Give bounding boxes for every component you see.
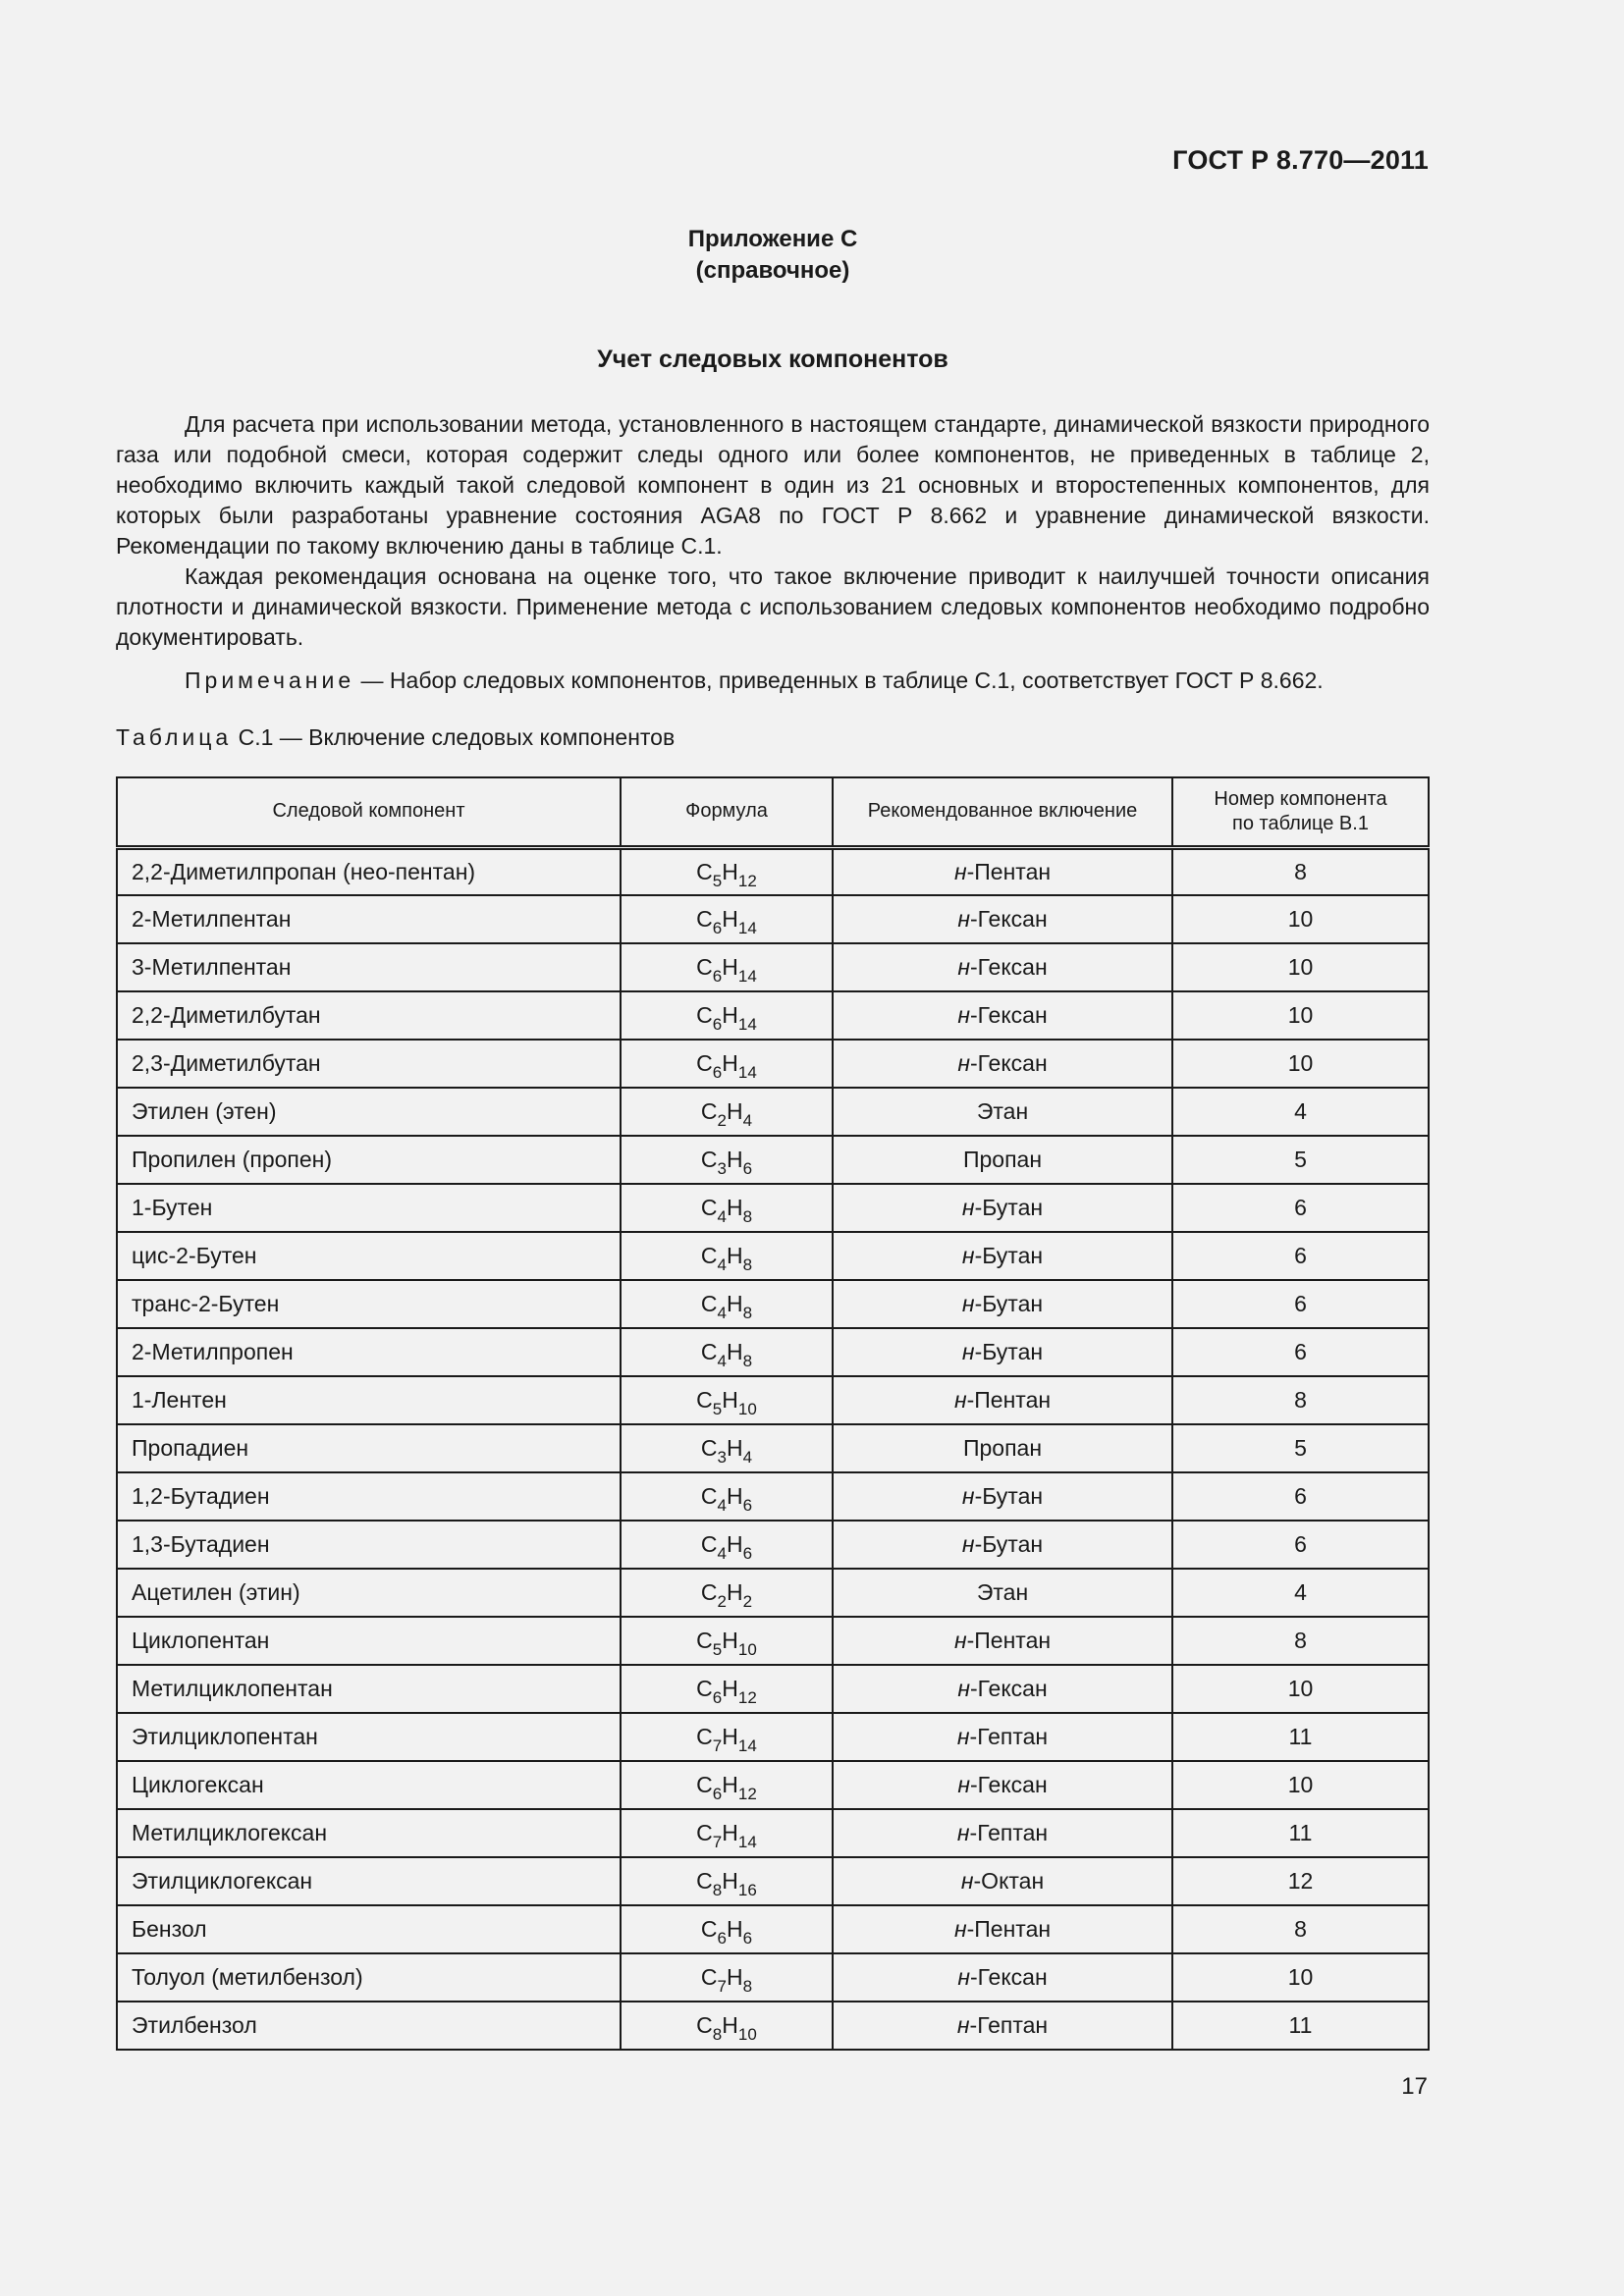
inclusion-cell	[833, 1809, 1172, 1857]
formula-subscript: 6	[712, 1688, 723, 1707]
formula-cell	[621, 1713, 833, 1761]
component-number-cell: 8	[1172, 1905, 1429, 1953]
component-name-cell: 2-Метилпентан	[117, 895, 621, 943]
inclusion-cell	[833, 1232, 1172, 1280]
section-title: Учет следовых компонентов	[597, 346, 948, 373]
table-row	[117, 1280, 1429, 1328]
formula-cell	[621, 1328, 833, 1376]
paragraph-2: Каждая рекомендация основана на оценке того, что такое включение приводит к наилучшей точности описания плотности и динамической вязкости. Применение метода с использованием следовых компонентов необходимо подробно документировать.	[116, 563, 1430, 650]
inclusion-prefix: н	[953, 1916, 967, 1942]
inclusion-value: -Бутан	[974, 1291, 1044, 1316]
inclusion-value: -Гептан	[969, 1820, 1049, 1845]
header-component: Следовой компонент	[117, 777, 621, 847]
formula-element: H	[722, 906, 738, 932]
formula-subscript: 12	[737, 871, 757, 890]
inclusion-prefix: н	[956, 1820, 970, 1845]
formula-subscript: 4	[717, 1255, 727, 1274]
table-row	[117, 1905, 1429, 1953]
formula-element: C	[700, 1435, 718, 1461]
inclusion-prefix: н	[961, 1483, 975, 1509]
formula-element: C	[700, 1916, 718, 1942]
component-number-cell: 10	[1172, 1953, 1429, 2002]
table-row	[117, 1136, 1429, 1184]
component-name-cell: 1-Бутен	[117, 1184, 621, 1232]
table-row	[117, 943, 1429, 991]
formula-subscript: 4	[717, 1544, 727, 1563]
inclusion-value: -Гексан	[969, 1772, 1048, 1797]
formula-element: H	[727, 1339, 743, 1364]
formula-element: C	[696, 2012, 713, 2038]
formula-subscript: 6	[742, 1159, 753, 1178]
inclusion-value: -Пентан	[966, 1916, 1052, 1942]
formula-element: H	[727, 1195, 743, 1220]
component-number-cell: 5	[1172, 1424, 1429, 1472]
formula-element: H	[727, 1916, 743, 1942]
formula-element: C	[696, 858, 713, 884]
header-formula: Формула	[621, 777, 833, 847]
inclusion-cell	[833, 1136, 1172, 1184]
formula-subscript: 4	[717, 1304, 727, 1322]
formula-cell	[621, 1569, 833, 1617]
formula-element: C	[696, 1724, 713, 1749]
formula-element: H	[722, 2012, 738, 2038]
inclusion-cell	[833, 895, 1172, 943]
formula-cell	[621, 1905, 833, 1953]
inclusion-value: Пропан	[962, 1435, 1043, 1461]
inclusion-value: -Пентан	[966, 1387, 1052, 1413]
header-inclusion: Рекомендованное включение	[833, 777, 1172, 847]
note-text: — Набор следовых компонентов, приведенных в таблице С.1, соответствует ГОСТ Р 8.662.	[354, 667, 1324, 693]
formula-subscript: 4	[742, 1448, 753, 1467]
inclusion-prefix: н	[957, 1964, 970, 1990]
inclusion-cell	[833, 1905, 1172, 1953]
formula-subscript: 7	[712, 1833, 723, 1851]
inclusion-prefix: н	[953, 1628, 967, 1653]
component-number-cell: 10	[1172, 895, 1429, 943]
component-name-cell: Циклогексан	[117, 1761, 621, 1809]
component-name-cell: Этилциклогексан	[117, 1857, 621, 1905]
formula-subscript: 4	[717, 1207, 727, 1226]
table-row	[117, 1665, 1429, 1713]
component-number-cell: 4	[1172, 1569, 1429, 1617]
formula-element: H	[722, 1002, 738, 1028]
component-name-cell: 2,2-Диметилпропан (нео-пентан)	[117, 847, 621, 895]
component-name-cell: Пропадиен	[117, 1424, 621, 1472]
component-number-cell: 6	[1172, 1521, 1429, 1569]
component-number-cell: 6	[1172, 1232, 1429, 1280]
formula-element: C	[696, 1676, 713, 1701]
formula-subscript: 6	[742, 1496, 753, 1515]
formula-cell	[621, 1376, 833, 1424]
table-row	[117, 1809, 1429, 1857]
component-name-cell: 2-Метилпропен	[117, 1328, 621, 1376]
inclusion-value: -Бутан	[974, 1195, 1044, 1220]
formula-subscript: 2	[742, 1592, 753, 1611]
component-name-cell: Метилциклогексан	[117, 1809, 621, 1857]
paragraph-1: Для расчета при использовании метода, установленного в настоящем стандарте, динамической вязкости природного газа или подобной смеси, которая содержит следы одного или более компонентов, не приведенных в таблице 2, необходимо включить каждый такой следовой компонент в один из 21 основных и второстепенных компонентов, для которых были разработаны уравнение состояния AGA8 по ГОСТ Р 8.662 и уравнение динамической вязкости. Рекомендации по такому включению даны в таблице С.1.	[116, 411, 1430, 559]
header-number-line-2: по таблице В.1	[1232, 812, 1369, 834]
component-number-cell: 10	[1172, 1665, 1429, 1713]
header-number-line-1: Номер компонента	[1214, 787, 1387, 810]
component-name-cell: 3-Метилпентан	[117, 943, 621, 991]
inclusion-prefix: н	[957, 1676, 970, 1701]
formula-subscript: 10	[737, 1400, 757, 1418]
formula-cell	[621, 1761, 833, 1809]
formula-subscript: 6	[742, 1544, 753, 1563]
formula-subscript: 8	[712, 2025, 723, 2044]
table-row	[117, 847, 1429, 895]
formula-element: C	[700, 1964, 718, 1990]
formula-element: H	[727, 1147, 743, 1172]
component-number-cell: 10	[1172, 991, 1429, 1040]
formula-element: C	[700, 1339, 718, 1364]
formula-cell	[621, 895, 833, 943]
formula-cell	[621, 1184, 833, 1232]
inclusion-prefix: н	[956, 1724, 970, 1749]
component-name-cell: 1,2-Бутадиен	[117, 1472, 621, 1521]
inclusion-value: Этан	[976, 1098, 1029, 1124]
inclusion-value: -Гексан	[969, 954, 1048, 980]
table-row	[117, 1857, 1429, 1905]
formula-element: C	[696, 954, 713, 980]
formula-subscript: 7	[717, 1977, 727, 1996]
table-row	[117, 1424, 1429, 1472]
formula-cell	[621, 943, 833, 991]
table-row	[117, 1088, 1429, 1136]
formula-subscript: 7	[712, 1736, 723, 1755]
inclusion-cell	[833, 2002, 1172, 2050]
component-name-cell: цис-2-Бутен	[117, 1232, 621, 1280]
component-number-cell: 6	[1172, 1184, 1429, 1232]
formula-subscript: 10	[737, 1640, 757, 1659]
formula-cell	[621, 1136, 833, 1184]
component-number-cell: 10	[1172, 943, 1429, 991]
formula-subscript: 8	[742, 1977, 753, 1996]
component-number-cell: 8	[1172, 1376, 1429, 1424]
formula-element: H	[722, 858, 738, 884]
formula-cell	[621, 1857, 833, 1905]
formula-element: H	[722, 1676, 738, 1701]
component-name-cell: транс-2-Бутен	[117, 1280, 621, 1328]
component-number-cell: 12	[1172, 1857, 1429, 1905]
table-row	[117, 1184, 1429, 1232]
component-name-cell: 1-Лентен	[117, 1376, 621, 1424]
inclusion-prefix: н	[957, 1050, 970, 1076]
formula-element: C	[700, 1483, 718, 1509]
formula-subscript: 4	[717, 1352, 727, 1370]
formula-subscript: 3	[717, 1159, 727, 1178]
inclusion-cell	[833, 1761, 1172, 1809]
formula-cell	[621, 2002, 833, 2050]
formula-element: H	[722, 1050, 738, 1076]
page-number: 17	[1401, 2073, 1428, 2100]
component-name-cell: Этилциклопентан	[117, 1713, 621, 1761]
formula-subscript: 10	[737, 2025, 757, 2044]
table-header-row	[117, 777, 1429, 847]
inclusion-value: -Бутан	[974, 1531, 1044, 1557]
table-row	[117, 1521, 1429, 1569]
table-row	[117, 2002, 1429, 2050]
component-number-cell: 4	[1172, 1088, 1429, 1136]
body-text	[116, 409, 1430, 653]
component-number-cell: 6	[1172, 1280, 1429, 1328]
inclusion-prefix: н	[961, 1531, 975, 1557]
formula-subscript: 6	[712, 1063, 723, 1082]
inclusion-cell	[833, 1569, 1172, 1617]
table-row	[117, 991, 1429, 1040]
formula-subscript: 14	[737, 919, 757, 937]
formula-element: C	[700, 1531, 718, 1557]
inclusion-cell	[833, 1617, 1172, 1665]
component-number-cell: 10	[1172, 1040, 1429, 1088]
note-label: Примечание	[185, 667, 355, 693]
formula-subscript: 14	[737, 967, 757, 986]
formula-cell	[621, 1424, 833, 1472]
table-row	[117, 1328, 1429, 1376]
formula-cell	[621, 1521, 833, 1569]
component-number-cell: 10	[1172, 1761, 1429, 1809]
inclusion-cell	[833, 1472, 1172, 1521]
formula-element: H	[722, 1387, 738, 1413]
table-row	[117, 1761, 1429, 1809]
component-name-cell: Бензол	[117, 1905, 621, 1953]
table-caption-text: С.1 — Включение следовых компонентов	[232, 724, 676, 750]
appendix-subtitle: (справочное)	[695, 257, 850, 284]
formula-element: C	[696, 1820, 713, 1845]
inclusion-prefix: н	[956, 2012, 970, 2038]
formula-element: H	[722, 1724, 738, 1749]
formula-element: H	[722, 1772, 738, 1797]
inclusion-prefix: н	[961, 1195, 975, 1220]
trace-components-table	[116, 776, 1430, 2051]
inclusion-cell	[833, 1665, 1172, 1713]
formula-cell	[621, 1472, 833, 1521]
formula-element: C	[700, 1147, 718, 1172]
inclusion-value: -Октан	[973, 1868, 1045, 1894]
inclusion-cell	[833, 1088, 1172, 1136]
formula-element: H	[727, 1098, 743, 1124]
formula-cell	[621, 1665, 833, 1713]
formula-element: C	[696, 1868, 713, 1894]
formula-element: H	[722, 954, 738, 980]
table-row	[117, 895, 1429, 943]
formula-subscript: 6	[712, 967, 723, 986]
formula-cell	[621, 1809, 833, 1857]
formula-element: H	[722, 1820, 738, 1845]
inclusion-value: -Гексан	[969, 1002, 1048, 1028]
inclusion-value: -Гексан	[969, 906, 1048, 932]
component-number-cell: 5	[1172, 1136, 1429, 1184]
formula-subscript: 14	[737, 1015, 757, 1034]
formula-cell	[621, 847, 833, 895]
inclusion-cell	[833, 1328, 1172, 1376]
formula-element: C	[700, 1098, 718, 1124]
formula-element: H	[727, 1579, 743, 1605]
formula-element: C	[696, 1002, 713, 1028]
component-name-cell: Ацетилен (этин)	[117, 1569, 621, 1617]
inclusion-value: -Гексан	[969, 1676, 1048, 1701]
inclusion-value: -Гептан	[969, 2012, 1049, 2038]
component-number-cell: 6	[1172, 1328, 1429, 1376]
inclusion-cell	[833, 1521, 1172, 1569]
component-name-cell: Пропилен (пропен)	[117, 1136, 621, 1184]
component-name-cell: 2,2-Диметилбутан	[117, 991, 621, 1040]
component-name-cell: Циклопентан	[117, 1617, 621, 1665]
formula-subscript: 14	[737, 1833, 757, 1851]
formula-element: C	[696, 1628, 713, 1653]
formula-subscript: 4	[742, 1111, 753, 1130]
component-name-cell: Этилен (этен)	[117, 1088, 621, 1136]
formula-subscript: 8	[742, 1207, 753, 1226]
table-row	[117, 1040, 1429, 1088]
inclusion-cell	[833, 847, 1172, 895]
formula-subscript: 6	[712, 919, 723, 937]
inclusion-prefix: н	[961, 1291, 975, 1316]
formula-cell	[621, 1040, 833, 1088]
inclusion-cell	[833, 1376, 1172, 1424]
formula-element: H	[727, 1531, 743, 1557]
table-row	[117, 1472, 1429, 1521]
formula-subscript: 5	[712, 871, 723, 890]
inclusion-prefix: н	[957, 954, 970, 980]
formula-subscript: 12	[737, 1688, 757, 1707]
formula-subscript: 5	[712, 1400, 723, 1418]
formula-subscript: 6	[717, 1929, 727, 1948]
inclusion-cell	[833, 1184, 1172, 1232]
inclusion-prefix: н	[961, 1243, 975, 1268]
inclusion-value: -Гептан	[969, 1724, 1049, 1749]
formula-subscript: 4	[717, 1496, 727, 1515]
formula-element: H	[722, 1868, 738, 1894]
formula-element: C	[696, 906, 713, 932]
component-number-cell: 8	[1172, 847, 1429, 895]
inclusion-cell	[833, 1424, 1172, 1472]
formula-element: C	[700, 1579, 718, 1605]
inclusion-value: -Гексан	[969, 1964, 1048, 1990]
inclusion-prefix: н	[953, 1387, 967, 1413]
table-body	[117, 847, 1429, 2050]
formula-element: H	[727, 1291, 743, 1316]
table-row	[117, 1376, 1429, 1424]
formula-cell	[621, 991, 833, 1040]
formula-subscript: 8	[742, 1255, 753, 1274]
inclusion-value: -Бутан	[974, 1243, 1044, 1268]
inclusion-cell	[833, 1713, 1172, 1761]
formula-element: H	[727, 1964, 743, 1990]
inclusion-prefix: н	[953, 858, 967, 884]
table-caption-label: Таблица	[116, 724, 233, 750]
formula-subscript: 6	[712, 1015, 723, 1034]
formula-element: C	[700, 1195, 718, 1220]
formula-subscript: 8	[712, 1881, 723, 1899]
formula-subscript: 14	[737, 1063, 757, 1082]
appendix-heading	[0, 224, 1545, 287]
formula-subscript: 8	[742, 1352, 753, 1370]
formula-subscript: 3	[717, 1448, 727, 1467]
formula-subscript: 6	[712, 1785, 723, 1803]
component-number-cell: 6	[1172, 1472, 1429, 1521]
inclusion-value: -Бутан	[974, 1483, 1044, 1509]
formula-cell	[621, 1232, 833, 1280]
inclusion-prefix: н	[957, 1002, 970, 1028]
formula-element: H	[727, 1483, 743, 1509]
formula-cell	[621, 1280, 833, 1328]
component-number-cell: 11	[1172, 1713, 1429, 1761]
table-row	[117, 1617, 1429, 1665]
inclusion-value: -Бутан	[974, 1339, 1044, 1364]
formula-subscript: 12	[737, 1785, 757, 1803]
header-number	[1172, 777, 1429, 847]
inclusion-prefix: н	[957, 906, 970, 932]
inclusion-value: -Гексан	[969, 1050, 1048, 1076]
note	[116, 666, 1430, 696]
component-name-cell: 1,3-Бутадиен	[117, 1521, 621, 1569]
component-number-cell: 11	[1172, 2002, 1429, 2050]
component-name-cell: Толуол (метилбензол)	[117, 1953, 621, 2002]
formula-subscript: 6	[742, 1929, 753, 1948]
formula-element: C	[696, 1050, 713, 1076]
component-number-cell: 8	[1172, 1617, 1429, 1665]
table-caption	[116, 724, 675, 751]
document-code: ГОСТ Р 8.770—2011	[1172, 145, 1429, 175]
table-row	[117, 1569, 1429, 1617]
inclusion-prefix: н	[957, 1772, 970, 1797]
inclusion-cell	[833, 1040, 1172, 1088]
formula-element: C	[700, 1291, 718, 1316]
formula-subscript: 5	[712, 1640, 723, 1659]
inclusion-cell	[833, 1953, 1172, 2002]
formula-element: H	[722, 1628, 738, 1653]
formula-subscript: 16	[737, 1881, 757, 1899]
inclusion-value: -Пентан	[966, 858, 1052, 884]
formula-cell	[621, 1953, 833, 2002]
inclusion-cell	[833, 1857, 1172, 1905]
formula-subscript: 14	[737, 1736, 757, 1755]
component-name-cell: Этилбензол	[117, 2002, 621, 2050]
inclusion-prefix: н	[960, 1868, 974, 1894]
inclusion-value: Этан	[976, 1579, 1029, 1605]
formula-cell	[621, 1617, 833, 1665]
formula-element: C	[700, 1243, 718, 1268]
table-row	[117, 1953, 1429, 2002]
table-row	[117, 1713, 1429, 1761]
inclusion-value: Пропан	[962, 1147, 1043, 1172]
appendix-title: Приложение С	[687, 226, 858, 252]
formula-element: C	[696, 1387, 713, 1413]
inclusion-cell	[833, 943, 1172, 991]
component-name-cell: Метилциклопентан	[117, 1665, 621, 1713]
inclusion-value: -Пентан	[966, 1628, 1052, 1653]
inclusion-cell	[833, 1280, 1172, 1328]
formula-element: H	[727, 1435, 743, 1461]
formula-element: H	[727, 1243, 743, 1268]
formula-cell	[621, 1088, 833, 1136]
formula-element: C	[696, 1772, 713, 1797]
component-number-cell: 11	[1172, 1809, 1429, 1857]
formula-subscript: 2	[717, 1111, 727, 1130]
formula-subscript: 2	[717, 1592, 727, 1611]
formula-subscript: 8	[742, 1304, 753, 1322]
inclusion-cell	[833, 991, 1172, 1040]
component-name-cell: 2,3-Диметилбутан	[117, 1040, 621, 1088]
table-row	[117, 1232, 1429, 1280]
inclusion-prefix: н	[961, 1339, 975, 1364]
